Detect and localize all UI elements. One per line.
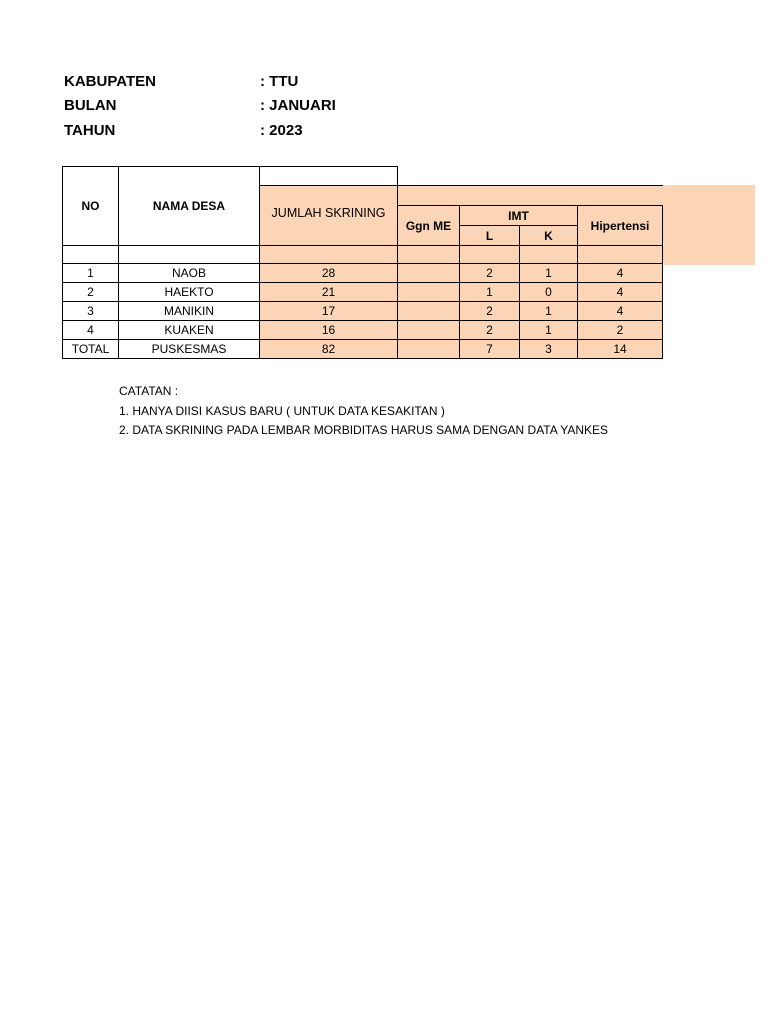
- indikator-top-fill: [398, 186, 663, 206]
- col-imt-l-header: L: [460, 226, 520, 246]
- row-hipertensi: 4: [578, 283, 663, 302]
- blank-row: [63, 246, 663, 264]
- row-no: 3: [63, 302, 119, 321]
- blank-cell: [578, 246, 663, 264]
- blank-cell: [398, 246, 460, 264]
- blank-cell: [460, 246, 520, 264]
- total-hipertensi: 14: [578, 340, 663, 359]
- table-row: [63, 302, 663, 321]
- blank-cell: [63, 246, 119, 264]
- total-row: [63, 340, 663, 359]
- row-jumlah: 21: [260, 283, 398, 302]
- total-imt-k: 3: [520, 340, 578, 359]
- total-no: TOTAL: [63, 340, 119, 359]
- row-jumlah: 16: [260, 321, 398, 340]
- tahun-value: : 2023: [260, 122, 303, 139]
- notes-title: CATATAN :: [119, 384, 179, 398]
- table-row: [63, 283, 663, 302]
- row-ggn-me: [398, 302, 460, 321]
- notes-line-1: 1. HANYA DIISI KASUS BARU ( UNTUK DATA KESAKITAN ): [119, 403, 445, 418]
- kabupaten-label: KABUPATEN: [64, 73, 156, 90]
- blank-cell: [260, 246, 398, 264]
- total-jumlah: 82: [260, 340, 398, 359]
- top-blank-1: [260, 167, 398, 186]
- bulan-label: BULAN: [64, 97, 117, 114]
- blank-cell: [520, 246, 578, 264]
- row-hipertensi: 2: [578, 321, 663, 340]
- total-ggn-me: [398, 340, 460, 359]
- row-imt-k: 0: [520, 283, 578, 302]
- row-hipertensi: 4: [578, 264, 663, 283]
- header-bulan: [64, 96, 336, 116]
- row-ggn-me: [398, 283, 460, 302]
- col-jumlah-skrining-header: JUMLAH SKRINING: [260, 206, 398, 246]
- row-jumlah: 28: [260, 264, 398, 283]
- highlight-block: [662, 185, 755, 265]
- top-blank-2: [398, 167, 663, 186]
- row-desa: KUAKEN: [119, 321, 260, 340]
- screening-table: [62, 166, 663, 359]
- tahun-label: TAHUN: [64, 122, 116, 139]
- skrining-top-fill: [260, 186, 398, 206]
- table-row: [63, 264, 663, 283]
- total-imt-l: 7: [460, 340, 520, 359]
- kabupaten-value: : TTU: [260, 73, 299, 90]
- row-no: 2: [63, 283, 119, 302]
- col-imt-k-header: K: [520, 226, 578, 246]
- row-desa: MANIKIN: [119, 302, 260, 321]
- col-hipertensi-header: Hipertensi: [578, 206, 663, 246]
- row-ggn-me: [398, 321, 460, 340]
- row-imt-l: 2: [460, 321, 520, 340]
- row-hipertensi: 4: [578, 302, 663, 321]
- col-ggn-me-header: Ggn ME: [398, 206, 460, 246]
- row-imt-k: 1: [520, 321, 578, 340]
- blank-cell: [119, 246, 260, 264]
- notes: [119, 382, 608, 441]
- col-nama-desa-header: NAMA DESA: [119, 167, 260, 246]
- row-jumlah: 17: [260, 302, 398, 321]
- header-kabupaten: [64, 72, 298, 92]
- row-no: 4: [63, 321, 119, 340]
- row-imt-k: 1: [520, 302, 578, 321]
- row-no: 1: [63, 264, 119, 283]
- row-ggn-me: [398, 264, 460, 283]
- row-imt-l: 2: [460, 302, 520, 321]
- notes-line-2: 2. DATA SKRINING PADA LEMBAR MORBIDITAS HARUS SAMA DENGAN DATA YANKES: [119, 423, 608, 437]
- col-no-header: NO: [63, 167, 119, 246]
- bulan-value: : JANUARI: [260, 97, 336, 114]
- col-imt-header: IMT: [460, 206, 578, 226]
- row-desa: NAOB: [119, 264, 260, 283]
- row-imt-l: 2: [460, 264, 520, 283]
- table-row: [63, 321, 663, 340]
- row-desa: HAEKTO: [119, 283, 260, 302]
- row-imt-k: 1: [520, 264, 578, 283]
- header-tahun: [64, 121, 303, 141]
- total-desa: PUSKESMAS: [119, 340, 260, 359]
- row-imt-l: 1: [460, 283, 520, 302]
